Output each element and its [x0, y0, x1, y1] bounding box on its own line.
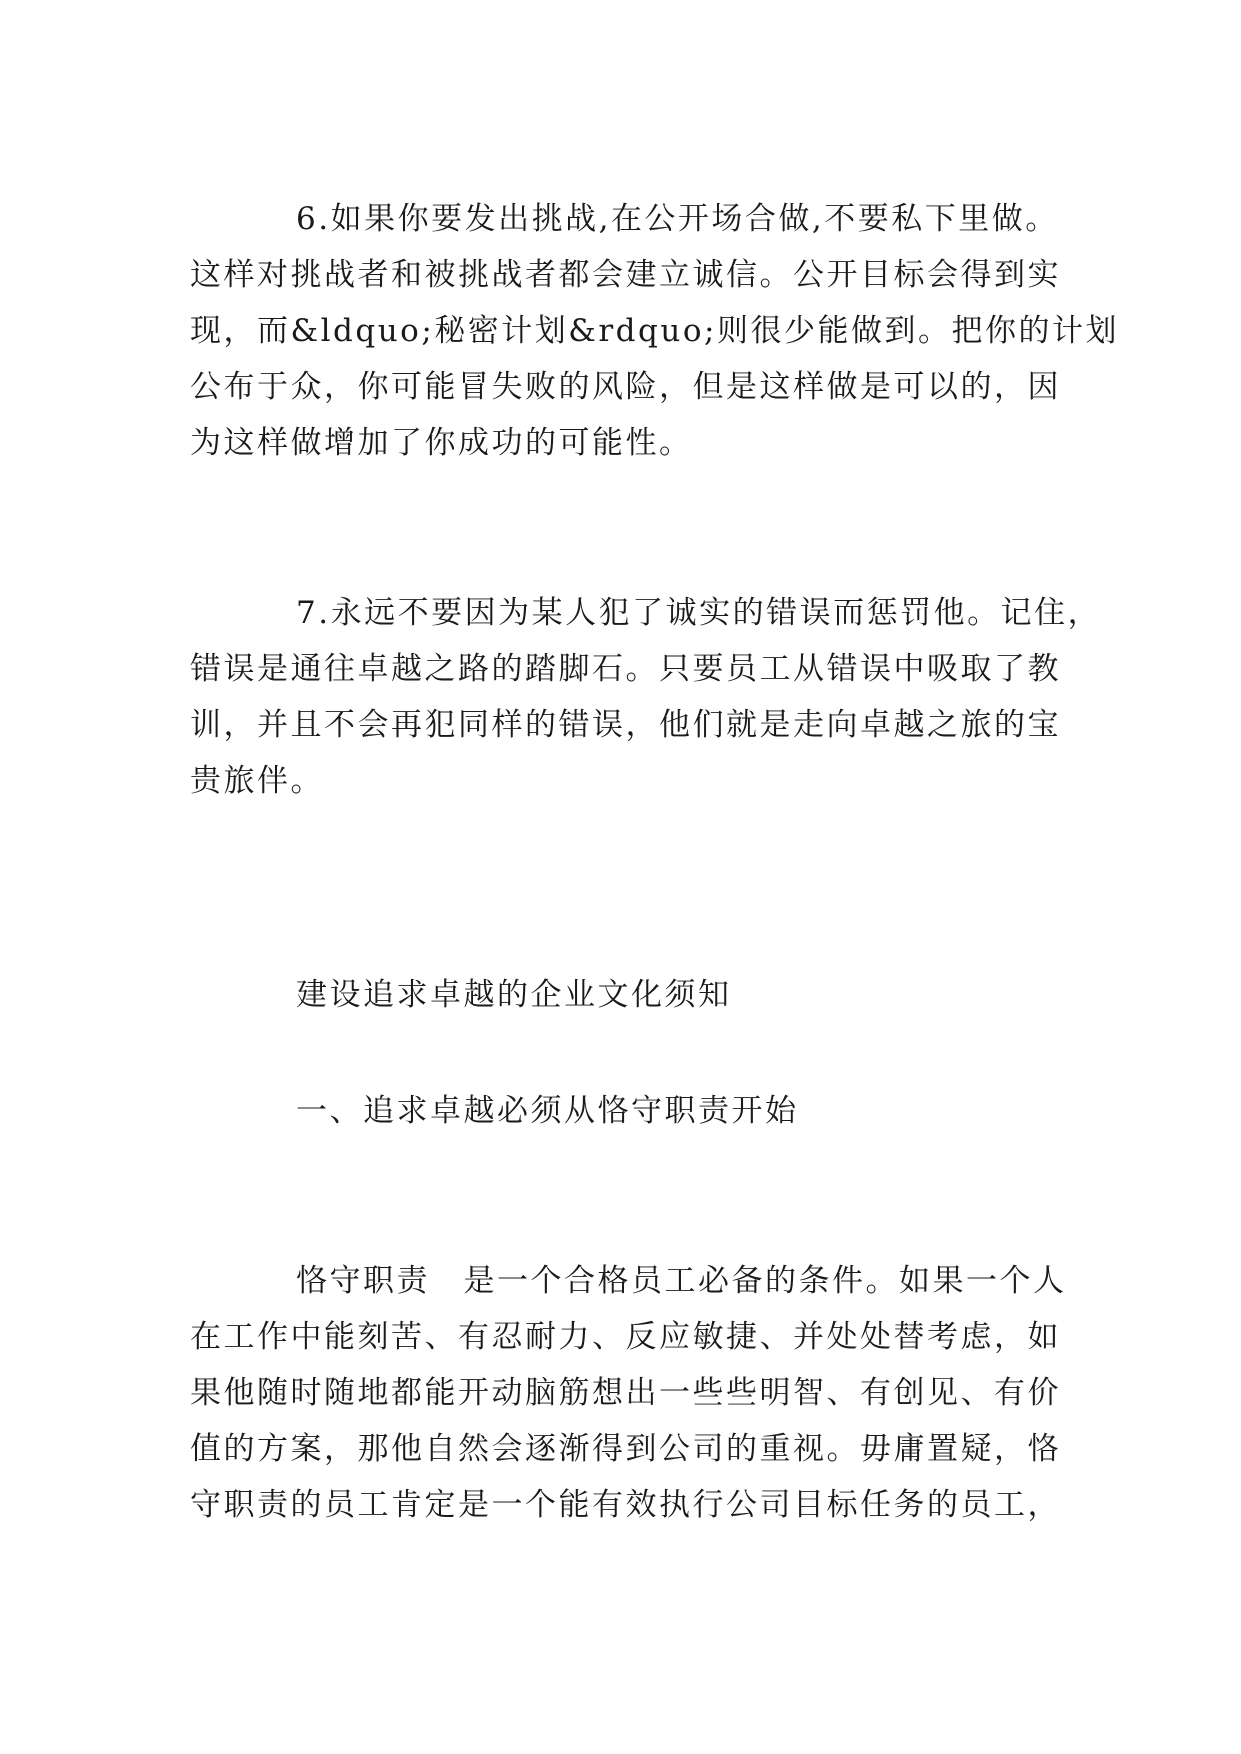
- paragraph-7-line-3: 训，并且不会再犯同样的错误，他们就是走向卓越之旅的宝: [190, 707, 1061, 743]
- section-paragraph-line-2: 在工作中能刻苦、有忍耐力、反应敏捷、并处处替考虑，如: [190, 1319, 1061, 1355]
- section-paragraph-line-1: 恪守职责 是一个合格员工必备的条件。如果一个人: [296, 1263, 1067, 1299]
- paragraph-6-line-3: 现，而&ldquo;秘密计划&rdquo;则很少能做到。把你的计划: [190, 313, 1119, 349]
- paragraph-6-line-5: 为这样做增加了你成功的可能性。: [190, 425, 693, 461]
- section-paragraph-line-5: 守职责的员工肯定是一个能有效执行公司目标任务的员工，: [190, 1487, 1061, 1523]
- paragraph-6-line-1: 6.如果你要发出挑战,在公开场合做,不要私下里做。: [296, 201, 1059, 237]
- paragraph-6-line-2: 这样对挑战者和被挑战者都会建立诚信。公开目标会得到实: [190, 257, 1061, 293]
- section-paragraph-line-3: 果他随时随地都能开动脑筋想出一些些明智、有创见、有价: [190, 1375, 1061, 1411]
- paragraph-6-line-4: 公布于众，你可能冒失败的风险，但是这样做是可以的，因: [190, 369, 1061, 405]
- section-paragraph-line-4: 值的方案，那他自然会逐渐得到公司的重视。毋庸置疑，恪: [190, 1431, 1061, 1467]
- section-heading: 一、追求卓越必须从恪守职责开始: [296, 1093, 799, 1129]
- paragraph-7-line-1: 7.永远不要因为某人犯了诚实的错误而惩罚他。记住，: [296, 595, 1102, 631]
- paragraph-7-line-4: 贵旅伴。: [190, 763, 324, 799]
- paragraph-7-line-2: 错误是通往卓越之路的踏脚石。只要员工从错误中吸取了教: [190, 651, 1061, 687]
- document-heading: 建设追求卓越的企业文化须知: [296, 977, 732, 1013]
